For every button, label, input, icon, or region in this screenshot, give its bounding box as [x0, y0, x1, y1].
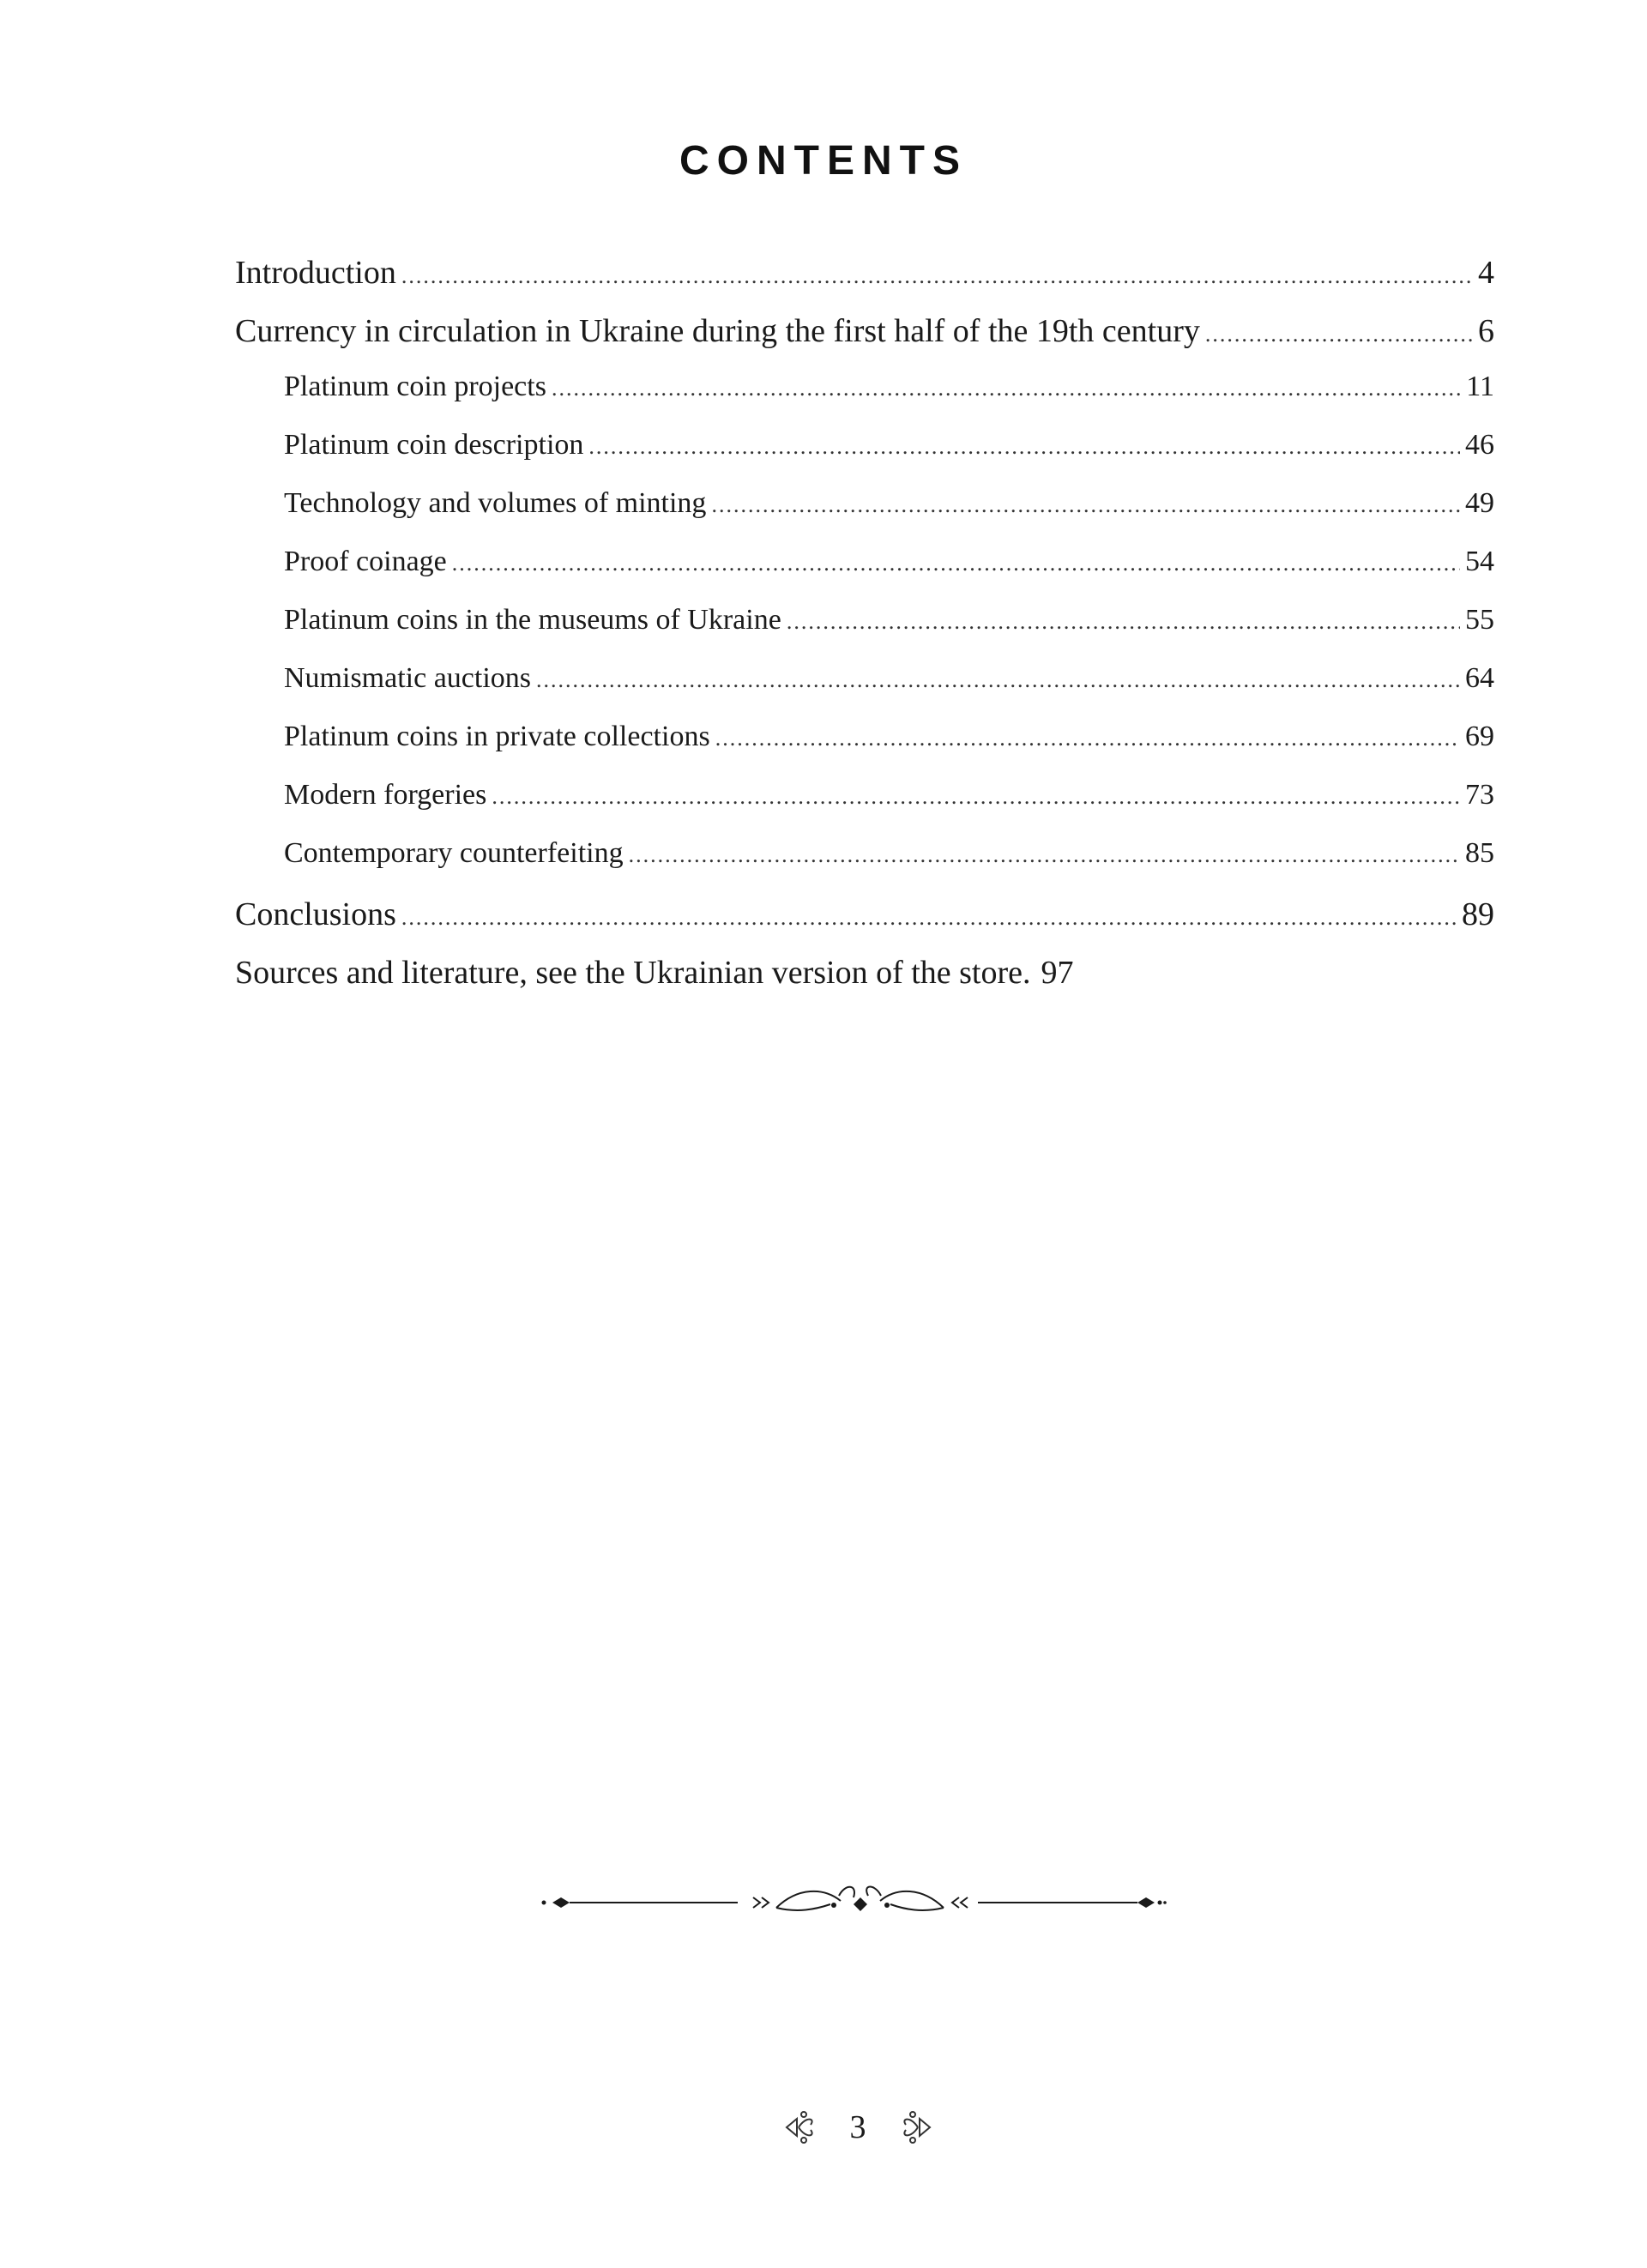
dot-leader	[552, 376, 1461, 401]
toc-entry-technology-and-volumes[interactable]	[235, 487, 1494, 546]
toc-entry-private-collections[interactable]	[235, 721, 1494, 779]
fleuron-right-icon	[896, 2108, 935, 2147]
dot-leader	[401, 263, 1473, 289]
toc-entry-label: Introduction	[235, 255, 396, 291]
toc-entry-label: Sources and literature, see the Ukrainian version of the store.	[235, 955, 1031, 991]
fleuron-left-icon	[781, 2108, 821, 2147]
toc-entry-label: Contemporary counterfeiting	[284, 837, 624, 869]
dot-leader	[492, 784, 1460, 810]
toc-entry-page: 46	[1465, 429, 1494, 461]
toc-entry-label: Technology and volumes of minting	[284, 487, 707, 519]
toc-entry-page: 69	[1465, 721, 1494, 752]
toc-entry-page: 73	[1465, 779, 1494, 811]
toc-entry-label: Platinum coins in private collections	[284, 721, 710, 752]
dot-leader	[629, 842, 1460, 868]
toc-entry-introduction[interactable]	[235, 254, 1494, 312]
toc-entry-page: 11	[1466, 371, 1494, 402]
toc-entry-label: Modern forgeries	[284, 779, 487, 811]
toc-entry-page: 64	[1465, 662, 1494, 694]
dot-leader	[536, 667, 1460, 693]
toc-entry-page: 55	[1465, 604, 1494, 636]
toc-entry-page: 4	[1478, 255, 1494, 291]
dot-leader	[711, 492, 1460, 518]
toc-entry-page: 49	[1465, 487, 1494, 519]
table-of-contents	[235, 254, 1494, 1012]
toc-entry-currency-in-circulation[interactable]	[235, 312, 1494, 371]
toc-entry-platinum-coin-projects[interactable]	[235, 371, 1494, 429]
page-folio	[755, 2102, 961, 2153]
page-title: CONTENTS	[679, 138, 968, 184]
dot-leader	[588, 434, 1460, 460]
toc-entry-page: 97	[1041, 955, 1074, 991]
toc-entry-modern-forgeries[interactable]	[235, 779, 1494, 837]
toc-entry-contemporary-counterfeiting[interactable]	[235, 837, 1494, 896]
toc-entry-label: Platinum coin projects	[284, 371, 546, 402]
toc-entry-sources-and-literature[interactable]	[235, 954, 1494, 1012]
toc-entry-label: Numismatic auctions	[284, 662, 532, 694]
toc-entry-label: Currency in circulation in Ukraine during the first half of the 19th century	[235, 313, 1200, 349]
toc-entry-proof-coinage[interactable]	[235, 546, 1494, 604]
toc-entry-platinum-coin-description[interactable]	[235, 429, 1494, 487]
dot-leader	[401, 905, 1457, 931]
toc-entry-label: Platinum coins in the museums of Ukraine	[284, 604, 781, 636]
ornamental-divider-icon	[540, 1879, 1167, 1921]
toc-entry-conclusions[interactable]	[235, 896, 1494, 954]
toc-entry-numismatic-auctions[interactable]	[235, 662, 1494, 721]
dot-leader	[452, 551, 1460, 576]
dot-leader	[715, 726, 1460, 751]
page-number: 3	[849, 2109, 866, 2145]
toc-entry-page: 85	[1465, 837, 1494, 869]
dot-leader	[1205, 322, 1473, 347]
toc-entry-page: 6	[1478, 313, 1494, 349]
toc-entry-label: Proof coinage	[284, 546, 447, 577]
toc-entry-label: Conclusions	[235, 896, 396, 932]
toc-entry-page: 89	[1462, 896, 1494, 932]
toc-entry-page: 54	[1465, 546, 1494, 577]
toc-entry-label: Platinum coin description	[284, 429, 584, 461]
toc-entry-museums-of-ukraine[interactable]	[235, 604, 1494, 662]
dot-leader	[787, 609, 1460, 635]
